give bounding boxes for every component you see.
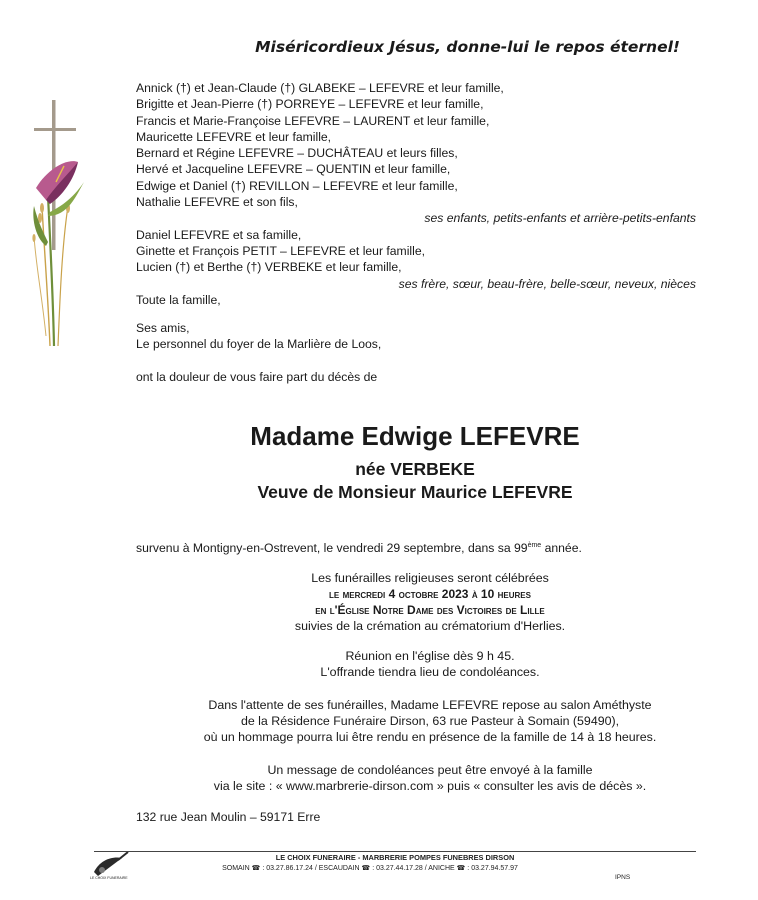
rest-line: de la Résidence Funéraire Dirson, 63 rue Pasteur à Somain (59490), [240, 714, 620, 728]
lily-cross-illustration [28, 96, 98, 346]
funeral-church: en l'Église Notre Dame des Victoires de Lille [315, 603, 545, 617]
deceased-maiden-name: née VERBEKE [355, 459, 475, 479]
footer-title: LE CHOIX FUNERAIRE - MARBRERIE POMPES FUNEBRES DIRSON [275, 853, 515, 862]
deceased-name: Madame Edwige LEFEVRE [250, 421, 580, 451]
address-line: 132 rue Jean Moulin – 59171 Erre [136, 810, 321, 824]
relation-label: ses enfants, petits-enfants et arrière-petits-enfants [424, 211, 696, 226]
family-line: Edwige et Daniel (†) REVILLON – LEFEVRE et leur famille, [136, 178, 458, 193]
announcement-line: ont la douleur de vous faire part du décès de [136, 370, 378, 384]
death-line [136, 538, 582, 556]
family-line: Hervé et Jacqueline LEFEVRE – QUENTIN et leur famille, [136, 162, 451, 177]
funeral-block [140, 570, 720, 634]
family-line: Lucien (†) et Berthe (†) VERBEKE et leur famille, [136, 260, 402, 275]
family-line: Brigitte et Jean-Pierre (†) PORREYE – LEFEVRE et leur famille, [136, 97, 484, 112]
meeting-line: Réunion en l'église dès 9 h 45. [345, 649, 515, 663]
condolences-line: Un message de condoléances peut être envoyé à la famille [267, 763, 593, 777]
death-sup: ème [527, 542, 542, 549]
family-line: Mauricette LEFEVRE et leur famille, [136, 129, 332, 144]
footer-phones: SOMAIN ☎ : 03.27.86.17.24 / ESCAUDAIN ☎ : 03.27.44.17.28 / ANICHE ☎ : 03.27.94.57.97 [222, 865, 518, 872]
meeting-block [140, 648, 720, 680]
footer-code: IPNS [615, 874, 631, 881]
rest-block [140, 697, 720, 745]
death-text: survenu à Montigny-en-Ostrevent, le vendredi 29 septembre, dans sa 99 [136, 541, 528, 556]
friends-block [136, 320, 696, 353]
funeral-line: Les funérailles religieuses seront célébrées [311, 571, 549, 585]
family-line: Nathalie LEFEVRE et son fils, [136, 195, 298, 210]
friends-line: Ses amis, [136, 321, 190, 335]
footer-divider [94, 851, 696, 852]
friends-line: Le personnel du foyer de la Marlière de Loos, [136, 337, 382, 352]
prayer-heading: Miséricordieux Jésus, donne-lui le repos éternel! [255, 38, 680, 56]
meeting-line: L'offrande tiendra lieu de condoléances. [320, 665, 540, 679]
funeral-line: suivies de la crémation au crématorium d'Herlies. [294, 619, 566, 633]
condolences-line: via le site : « www.marbrerie-dirson.com » puis « consulter les avis de décès ». [213, 779, 647, 793]
funeral-date: le mercredi 4 octobre 2023 à 10 heures [329, 587, 531, 601]
family-line: Annick (†) et Jean-Claude (†) GLABEKE – LEFEVRE et leur famille, [136, 81, 504, 95]
family-line: Daniel LEFEVRE et sa famille, [136, 227, 302, 242]
logo-text: LE CHOIX FUNERAIRE [90, 876, 128, 880]
rest-line: où un hommage pourra lui être rendu en présence de la famille de 14 à 18 heures. [203, 730, 657, 744]
family-line: Francis et Marie-Françoise LEFEVRE – LAURENT et leur famille, [136, 113, 490, 128]
family-line: Bernard et Régine LEFEVRE – DUCHÂTEAU et leurs filles, [136, 146, 458, 161]
condolences-block [140, 762, 720, 794]
whole-family-line: Toute la famille, [136, 292, 221, 307]
family-group-1 [136, 80, 696, 308]
death-suffix: année. [541, 541, 582, 556]
rest-line: Dans l'attente de ses funérailles, Madame LEFEVRE repose au salon Améthyste [208, 698, 652, 712]
relation-label: ses frère, sœur, beau-frère, belle-sœur, neveux, nièces [398, 276, 696, 291]
deceased-widow-of: Veuve de Monsieur Maurice LEFEVRE [257, 482, 573, 502]
family-line: Ginette et François PETIT – LEFEVRE et leur famille, [136, 243, 426, 258]
